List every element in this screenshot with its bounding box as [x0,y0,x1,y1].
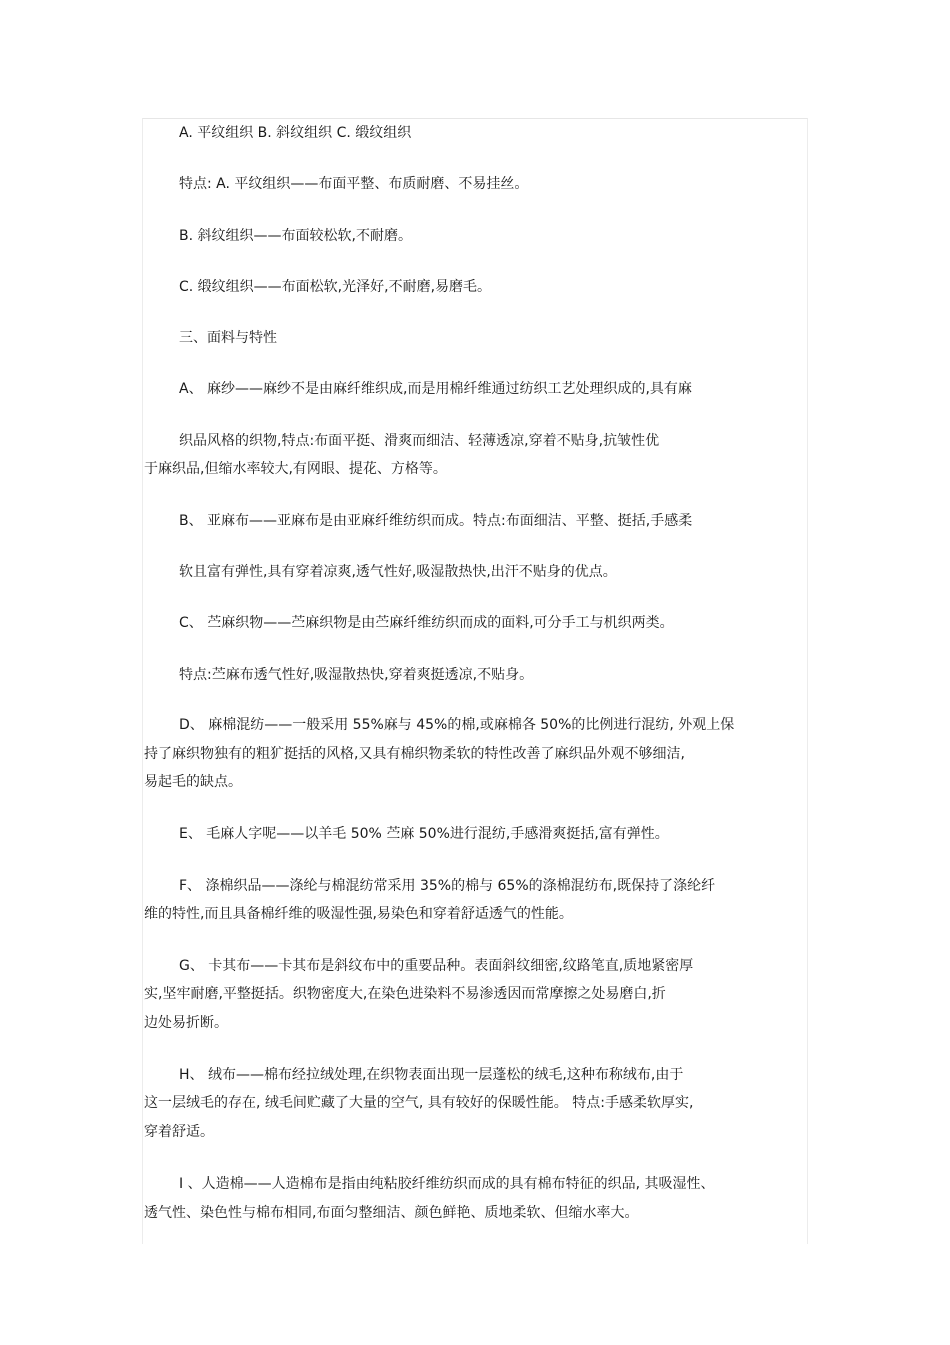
text-line-g2: 实,坚牢耐磨,平整挺括。织物密度大,在染色进染料不易渗透因而常摩擦之处易磨白,折 [144,986,666,1002]
text-line-d1: D、 麻棉混纺——一般采用 55%麻与 45%的棉,或麻棉各 50%的比例进行混纺, 外观上保 [179,717,735,733]
text-line-b1: B、 亚麻布——亚麻布是由亚麻纤维纺织而成。特点:布面细洁、平整、挺括,手感柔 [179,513,693,529]
text-line-a2: 织品风格的织物,特点:布面平挺、滑爽而细洁、轻薄透凉,穿着不贴身,抗皱性优 [179,433,660,449]
text-line-d3: 易起毛的缺点。 [144,774,242,790]
text-line-features-plain: 特点: A. 平纹组织——布面平整、布质耐磨、不易挂丝。 [179,176,529,192]
section-heading-fabrics: 三、面料与特性 [179,330,277,346]
text-line-twill: B. 斜纹组织——布面较松软,不耐磨。 [179,228,412,244]
text-line-b2: 软且富有弹性,具有穿着凉爽,透气性好,吸湿散热快,出汗不贴身的优点。 [179,564,617,580]
text-line-c2: 特点:苎麻布透气性好,吸湿散热快,穿着爽挺透凉,不贴身。 [179,667,534,683]
text-line-g1: G、 卡其布——卡其布是斜纹布中的重要品种。表面斜纹细密,纹路笔直,质地紧密厚 [179,958,694,974]
text-line-a1: A、 麻纱——麻纱不是由麻纤维织成,而是用棉纤维通过纺织工艺处理织成的,具有麻 [179,381,692,397]
text-line-g3: 边处易折断。 [144,1015,228,1031]
text-line-e1: E、 毛麻人字呢——以羊毛 50% 苎麻 50%进行混纺,手感滑爽挺括,富有弹性。 [179,826,669,842]
text-line-a3: 于麻织品,但缩水率较大,有网眼、提花、方格等。 [144,461,447,477]
text-line-f1: F、 涤棉织品——涤纶与棉混纺常采用 35%的棉与 65%的涤棉混纺布,既保持了涤纶纤 [179,878,716,894]
text-line-i2: 透气性、染色性与棉布相同,布面匀整细洁、颜色鲜艳、质地柔软、但缩水率大。 [144,1205,639,1221]
text-line-i1: I 、人造棉——人造棉布是指由纯粘胶纤维纺织而成的具有棉布特征的织品, 其吸湿性、 [179,1176,715,1192]
text-line-weave-types: A. 平纹组织 B. 斜纹组织 C. 缎纹组织 [179,125,412,141]
text-line-h1: H、 绒布——棉布经拉绒处理,在织物表面出现一层蓬松的绒毛,这种布称绒布,由于 [179,1067,684,1083]
text-line-h3: 穿着舒适。 [144,1124,214,1140]
text-line-satin: C. 缎纹组织——布面松软,光泽好,不耐磨,易磨毛。 [179,279,492,295]
text-line-c1: C、 苎麻织物——苎麻织物是由苎麻纤维纺织而成的面料,可分手工与机织两类。 [179,615,674,631]
text-line-d2: 持了麻织物独有的粗犷挺括的风格,又具有棉织物柔软的特性改善了麻织品外观不够细洁, [144,746,685,762]
text-line-f2: 维的特性,而且具备棉纤维的吸湿性强,易染色和穿着舒适透气的性能。 [144,906,573,922]
text-line-h2: 这一层绒毛的存在, 绒毛间贮藏了大量的空气, 具有较好的保暖性能。 特点:手感柔软厚实, [144,1095,694,1111]
